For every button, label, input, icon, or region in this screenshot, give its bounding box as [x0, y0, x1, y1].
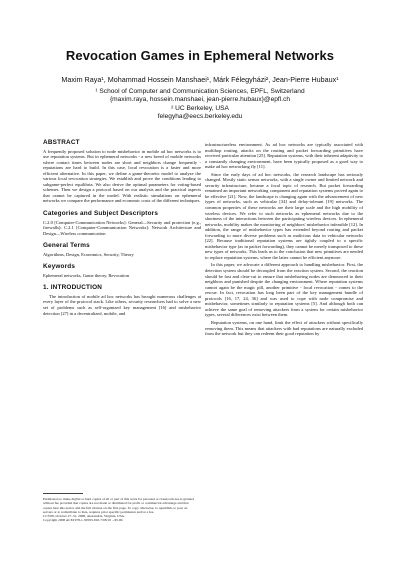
keywords-heading: Keywords [43, 263, 76, 271]
affiliation-block-1 [0, 88, 400, 104]
copyright-line: Copyright 2008 ACM 978-1-59593-810-7/08/10 ...$5.00. [43, 518, 124, 523]
categories-heading: Categories and Subject Descriptors [43, 210, 159, 218]
affiliation-epfl-emails: {maxim.raya, hossein.manshaei, jean-pierre.hubaux}@epfl.ch [109, 96, 291, 104]
affiliation-berkeley-email: felegyha@eecs.berkeley.edu [157, 113, 243, 121]
affiliation-block-2 [0, 105, 400, 121]
permission-text: Permission to make digital or hard copies of all or part of this work for personal or classroom use is granted without fee provided that copies are not made or distributed for profit or commercial advantage and that copies bear this notice and the full citation on the first page. To copy otherwise, to republish, to post on servers or to redistribute to lists, requires prior specific permission and/or a fee. [43, 497, 194, 514]
introduction-heading: 1. INTRODUCTION [43, 284, 103, 292]
introduction-paragraph-1: The introduction of mobile ad hoc networks has brought numerous challenges at every layer of the protocol stack. Like others, security researchers had to solve a new set of problems such as self-organized key management [16] and misbehavior detection [27] in a decentralized, mobile, and [43, 293, 201, 316]
general-terms-text: Algorithms, Design, Economics, Security, Theory [43, 251, 134, 257]
categories-text: C.2.0 [Computer-Communication Networks]: General—Security and protection (e.g., firewalls); C.2.1 [Computer-Communication Networks]: Network Architecture and Design—Wireless communication [43, 219, 201, 236]
footnote-rule [43, 493, 83, 494]
right-paragraph-2: Since the early days of ad hoc networks, the research landscape has seriously changed. Mostly static sensor networks, with a single owner and limited network and security infrastructure, became a focal topic of research. But packet forwarding remained an important networking component and reputation systems proved again to be effective [21]. Now, the landscape is changing again with the advancement of new types of networks, such as vehicular [34] and delay-tolerant [19] networks. The common properties of these networks are their large scale and the high mobility of wireless devices. We refer to such networks as ephemeral networks due to the shortness of the interactions between the participating wireless devices. In ephemeral networks, mobility makes the monitoring of neighbors' misbehavior infeasible [12]. In addition, the range of misbehavior types has extended beyond routing and packet forwarding to more diverse problems such as malicious data in vehicular networks [22]. Because traditional reputation systems are tightly coupled to a specific misbehavior type (as in packet forwarding), they cannot be merely transposed to these new types of networks. This leads us to the conclusion that new primitives are needed to replace reputation systems, where the latter cannot be efficient anymore. [205, 171, 363, 260]
right-paragraph-1: infrastructureless environment. As ad hoc networks are typically associated with multihop routing, attacks on the routing and packet forwarding primitives have received particular attention [25]. Reputation systems, with their inherent adaptivity to a constantly changing environment, have been typically proposed as a good way to make ad hoc networking fly [11]. [205, 142, 363, 170]
general-terms-heading: General Terms [43, 242, 90, 250]
right-column [205, 142, 363, 339]
affiliation-epfl: ¹ School of Computer and Communication Sciences, EPFL, Switzerland [95, 88, 305, 95]
right-paragraph-4: Reputation systems, on one hand, limit the effect of attackers without specifically removing them. This means that attackers with bad reputations are naturally excluded from the network but they can redeem their good reputation by [205, 319, 363, 337]
abstract-text: A frequently proposed solution to node misbehavior in mobile ad hoc networks is to use reputation systems. But in ephemeral networks - a new breed of mobile networks where contact times between nodes are short and neighbors change frequently - reputations are hard to build. In this case, local revocation is a faster and more efficient alternative. In this paper, we define a game-theoretic model to analyze the various local revocation strategies. We establish and prove the conditions leading to subgame-perfect equilibria. We also derive the optimal parameters for voting-based schemes. Then we design a protocol based on our analysis and the practical aspects that cannot be captured in the model. With realistic simulations on ephemeral networks we compare the performance and economic costs of the different techniques. [43, 148, 201, 204]
paper-title: Revocation Games in Ephemeral Networks [65, 48, 335, 63]
affiliation-berkeley: ² UC Berkeley, USA [171, 105, 229, 112]
author-list: Maxim Raya¹, Mohammad Hossein Manshaei¹, Márk Félegyházi², Jean-Pierre Hubaux¹ [61, 75, 339, 84]
left-column [43, 140, 201, 318]
permission-notice [43, 497, 197, 523]
venue-line: CCS'08, October 27–31, 2008, Alexandria, Virginia, USA. [43, 514, 125, 519]
keywords-text: Ephemeral networks, Game theory, Revocation [43, 272, 130, 278]
right-paragraph-3: In this paper, we advocate a different approach to handling misbehavior. First, the detection system should be decoupled from the reaction system. Second, the reaction should be fast and clear-cut to ensure that misbehaving nodes are denounced to their neighbors and punished despite the changing environment. Where reputation systems cannot again be the magic pill, another primitive - local revocation - comes to the rescue. In fact, revocation has long been part of the key management bundle of protocols [16, 17, 24, 36] and was used to cope with node compromise and misbehavior, sometimes similarly to reputation systems [5]. And although both can achieve the same goal of removing attackers from a system for certain misbehavior types, several differences exist between them. [205, 262, 363, 318]
abstract-heading: ABSTRACT [43, 139, 80, 146]
